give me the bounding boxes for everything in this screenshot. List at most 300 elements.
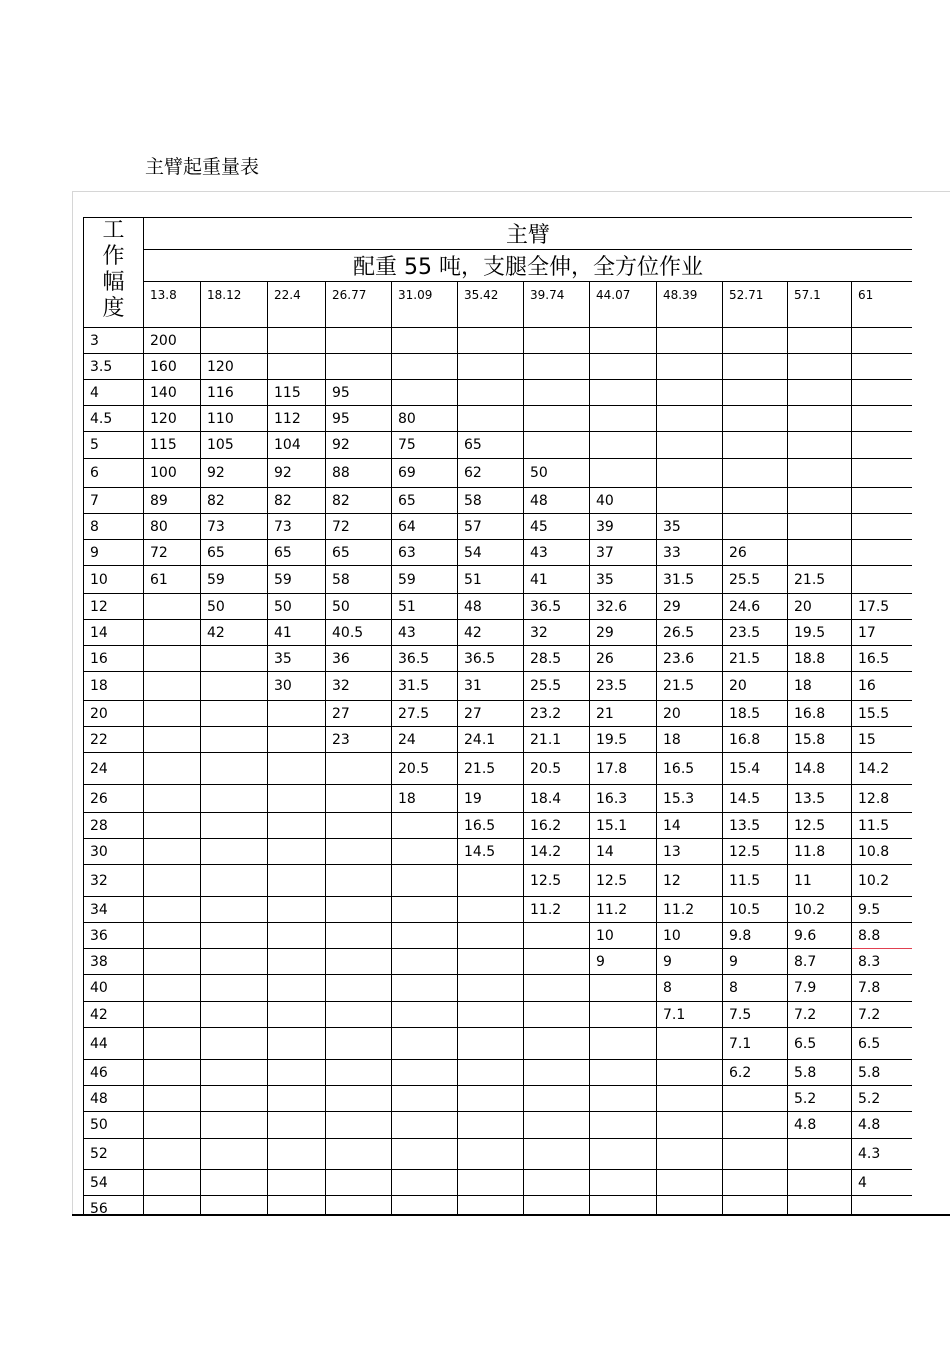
load-cell [268,1002,326,1028]
load-cell [268,727,326,753]
boom-length-header: 22.4 [268,282,326,328]
radius-cell: 54 [84,1170,144,1196]
load-cell [326,785,392,813]
radius-cell: 14 [84,620,144,646]
load-cell [326,354,392,380]
load-cell: 10.2 [852,865,913,897]
load-cell [201,672,268,701]
load-cell [326,1196,392,1215]
load-cell [657,406,723,432]
radius-cell: 56 [84,1196,144,1215]
load-cell: 12.8 [852,785,913,813]
load-cell: 40 [590,488,657,514]
load-cell [458,354,524,380]
radius-cell: 44 [84,1028,144,1060]
load-cell [201,975,268,1002]
load-cell [144,1139,201,1170]
load-cell: 35 [590,566,657,594]
load-cell: 29 [657,594,723,620]
load-cell: 45 [524,514,590,540]
load-cell [201,785,268,813]
load-cell: 112 [268,406,326,432]
load-cell [392,328,458,354]
load-cell [268,1196,326,1215]
load-cell [657,380,723,406]
load-cell [392,354,458,380]
load-cell: 23.5 [723,620,788,646]
load-cell [392,949,458,975]
load-cell: 89 [144,488,201,514]
load-cell: 20 [657,701,723,727]
load-cell: 160 [144,354,201,380]
load-cell [144,839,201,865]
load-cell [723,514,788,540]
load-cell [326,839,392,865]
load-cell: 17 [852,620,913,646]
load-cell: 36.5 [392,646,458,672]
radius-cell: 4 [84,380,144,406]
load-cell: 32.6 [590,594,657,620]
load-cell [392,1060,458,1086]
load-cell: 14.8 [788,753,852,785]
table-row [84,488,913,514]
load-cell: 5.2 [852,1086,913,1112]
load-cell [392,1028,458,1060]
load-cell [201,1086,268,1112]
load-cell: 11 [788,865,852,897]
load-cell: 9.5 [852,897,913,923]
load-cell [201,701,268,727]
load-cell: 35 [268,646,326,672]
load-cell: 16.5 [458,813,524,839]
table-row [84,1196,913,1215]
table-row [84,701,913,727]
load-cell: 18 [392,785,458,813]
boom-length-header: 39.74 [524,282,590,328]
load-cell: 5.8 [788,1060,852,1086]
load-cell: 21.5 [788,566,852,594]
boom-length-header: 57.1 [788,282,852,328]
radius-cell: 4.5 [84,406,144,432]
load-cell: 11.8 [788,839,852,865]
load-cell [458,1196,524,1215]
condition-header: 配重 55 吨，支腿全伸，全方位作业 [144,250,913,282]
load-cell [788,540,852,566]
load-cell: 59 [392,566,458,594]
load-cell: 11.5 [852,813,913,839]
load-cell [723,1112,788,1139]
load-cell [524,1196,590,1215]
table-row [84,975,913,1002]
load-cell: 7.1 [657,1002,723,1028]
load-cell: 54 [458,540,524,566]
load-cell [657,354,723,380]
load-cell: 75 [392,432,458,459]
load-cell [788,380,852,406]
load-cell [590,328,657,354]
load-cell [524,1086,590,1112]
load-cell [392,813,458,839]
table-row [84,1002,913,1028]
load-cell: 6.5 [852,1028,913,1060]
load-cell: 92 [268,459,326,488]
radius-cell: 36 [84,923,144,949]
load-cell [657,432,723,459]
load-cell [201,727,268,753]
load-cell [590,1086,657,1112]
load-cell [458,406,524,432]
load-cell: 80 [144,514,201,540]
radius-cell: 46 [84,1060,144,1086]
load-cell: 5.2 [788,1086,852,1112]
table-row [84,1139,913,1170]
load-cell [201,1196,268,1215]
radius-cell: 3.5 [84,354,144,380]
load-cell [144,1002,201,1028]
load-cell [590,1170,657,1196]
load-cell [590,354,657,380]
load-cell [657,1060,723,1086]
load-cell: 18.5 [723,701,788,727]
load-cell [657,459,723,488]
load-cell [144,923,201,949]
load-cell: 12.5 [723,839,788,865]
load-cell: 14.5 [723,785,788,813]
load-cell: 6.2 [723,1060,788,1086]
table-row [84,865,913,897]
load-cell: 59 [201,566,268,594]
load-cell [524,354,590,380]
load-cell [392,1196,458,1215]
load-cell: 58 [326,566,392,594]
load-cell [201,1060,268,1086]
table-row [84,672,913,701]
load-cell: 16 [852,672,913,701]
load-cell [723,328,788,354]
load-cell [590,459,657,488]
load-cell [268,813,326,839]
table-row [84,897,913,923]
load-cell [201,949,268,975]
load-cell: 24.1 [458,727,524,753]
load-cell: 26.5 [657,620,723,646]
load-cell: 35 [657,514,723,540]
load-cell: 26 [590,646,657,672]
load-cell: 23.5 [590,672,657,701]
load-cell: 7.8 [852,975,913,1002]
load-cell: 24 [392,727,458,753]
boom-length-header: 18.12 [201,282,268,328]
load-cell: 5.8 [852,1060,913,1086]
load-cell [201,753,268,785]
load-cell [852,566,913,594]
load-cell [326,328,392,354]
load-cell: 92 [326,432,392,459]
load-cell [268,1112,326,1139]
load-cell: 11.5 [723,865,788,897]
load-cell: 13.5 [723,813,788,839]
load-cell: 23.2 [524,701,590,727]
load-cell: 41 [524,566,590,594]
load-cell [201,865,268,897]
load-cell: 10.8 [852,839,913,865]
load-cell [657,1086,723,1112]
load-cell: 23.6 [657,646,723,672]
load-cell: 50 [268,594,326,620]
load-cell [657,1139,723,1170]
load-cell: 9 [723,949,788,975]
load-cell: 16.3 [590,785,657,813]
radius-cell: 32 [84,865,144,897]
load-cell: 14 [590,839,657,865]
radius-cell: 16 [84,646,144,672]
load-cell: 11.2 [524,897,590,923]
load-cell: 72 [144,540,201,566]
load-cell: 31 [458,672,524,701]
load-cell [590,1060,657,1086]
load-cell: 12.5 [788,813,852,839]
load-cell: 15.8 [788,727,852,753]
load-cell [392,1112,458,1139]
load-cell: 17.8 [590,753,657,785]
load-cell [392,865,458,897]
load-cell [326,1139,392,1170]
load-cell [852,488,913,514]
table-row [84,753,913,785]
table-row [84,406,913,432]
load-cell [458,865,524,897]
load-cell [268,1028,326,1060]
load-cell: 115 [268,380,326,406]
load-cell [326,865,392,897]
load-cell: 65 [201,540,268,566]
load-cell: 10 [590,923,657,949]
radius-cell: 26 [84,785,144,813]
radius-cell: 10 [84,566,144,594]
load-cell: 65 [326,540,392,566]
load-cell: 36.5 [458,646,524,672]
table-row [84,785,913,813]
load-cell [524,1060,590,1086]
load-cell [524,406,590,432]
load-cell [268,1060,326,1086]
load-cell [201,646,268,672]
radius-cell: 38 [84,949,144,975]
load-cell: 21.5 [657,672,723,701]
load-cell [524,923,590,949]
load-cell [852,354,913,380]
load-cell: 105 [201,432,268,459]
load-cell [201,813,268,839]
load-cell [590,975,657,1002]
load-cell [392,1139,458,1170]
radius-cell: 42 [84,1002,144,1028]
load-cell [326,1170,392,1196]
load-cell: 18.4 [524,785,590,813]
load-cell [852,328,913,354]
radius-cell: 40 [84,975,144,1002]
load-cell: 110 [201,406,268,432]
load-cell [144,594,201,620]
load-cell: 21.5 [723,646,788,672]
load-cell: 92 [201,459,268,488]
radius-header-char: 幅 [102,270,125,295]
load-cell [268,785,326,813]
load-cell: 10.5 [723,897,788,923]
load-cell [268,701,326,727]
load-cell: 19.5 [590,727,657,753]
load-cell [144,975,201,1002]
load-cell [524,432,590,459]
load-cell: 65 [268,540,326,566]
table-row [84,646,913,672]
load-cell: 19.5 [788,620,852,646]
boom-length-header: 35.42 [458,282,524,328]
load-cell: 59 [268,566,326,594]
radius-cell: 28 [84,813,144,839]
radius-cell: 20 [84,701,144,727]
load-cell: 32 [326,672,392,701]
load-cell [392,1170,458,1196]
load-cell: 10 [657,923,723,949]
load-cell [458,897,524,923]
load-cell: 63 [392,540,458,566]
load-cell [144,753,201,785]
table-row [84,540,913,566]
radius-cell: 9 [84,540,144,566]
load-cell: 37 [590,540,657,566]
load-cell [201,897,268,923]
load-cell: 80 [392,406,458,432]
load-cell: 18 [788,672,852,701]
load-cell [723,380,788,406]
load-cell: 61 [144,566,201,594]
radius-cell: 50 [84,1112,144,1139]
load-cell: 16.5 [657,753,723,785]
load-cell [458,1002,524,1028]
load-cell: 62 [458,459,524,488]
radius-cell: 6 [84,459,144,488]
load-cell: 120 [144,406,201,432]
load-cell [392,1002,458,1028]
table-row [84,459,913,488]
load-cell: 29 [590,620,657,646]
load-cell: 82 [201,488,268,514]
load-cell: 9.8 [723,923,788,949]
load-cell [657,1170,723,1196]
load-cell: 11.2 [590,897,657,923]
load-cell [144,620,201,646]
load-cell: 7.9 [788,975,852,1002]
boom-length-header: 44.07 [590,282,657,328]
load-cell [144,1028,201,1060]
load-cell: 21 [590,701,657,727]
boom-length-header: 31.09 [392,282,458,328]
load-cell: 19 [458,785,524,813]
load-cell: 7.2 [788,1002,852,1028]
load-cell [268,753,326,785]
load-cell: 65 [458,432,524,459]
load-cell: 20.5 [524,753,590,785]
load-cell [590,406,657,432]
table-row [84,514,913,540]
load-cell [326,813,392,839]
load-cell [201,1139,268,1170]
load-cell: 15.3 [657,785,723,813]
load-cell: 73 [268,514,326,540]
table-row [84,813,913,839]
load-cell [326,1028,392,1060]
load-cell: 82 [326,488,392,514]
load-cell [326,1086,392,1112]
load-cell [458,1086,524,1112]
load-cell: 8.8 [852,923,913,949]
load-cell [268,328,326,354]
load-cell: 39 [590,514,657,540]
load-cell [326,897,392,923]
load-cell: 25.5 [723,566,788,594]
load-cell: 95 [326,406,392,432]
load-cell: 4.8 [788,1112,852,1139]
load-cell [788,432,852,459]
load-cell: 82 [268,488,326,514]
load-cell: 14.5 [458,839,524,865]
load-cell: 28.5 [524,646,590,672]
load-cell [524,1139,590,1170]
load-cell [201,839,268,865]
table-row [84,1112,913,1139]
load-cell [524,328,590,354]
load-cell [788,514,852,540]
load-cell: 31.5 [392,672,458,701]
load-cell [723,1086,788,1112]
load-cell [657,488,723,514]
load-cell: 13.5 [788,785,852,813]
load-cell [524,1170,590,1196]
load-cell: 57 [458,514,524,540]
load-cell [144,727,201,753]
load-cell [144,1112,201,1139]
load-cell [657,1112,723,1139]
load-cell [852,406,913,432]
load-cell: 7.1 [723,1028,788,1060]
load-cell [788,1196,852,1215]
load-cell [852,432,913,459]
load-cell: 36 [326,646,392,672]
radius-cell: 34 [84,897,144,923]
load-cell [852,540,913,566]
load-cell [458,949,524,975]
load-cell [392,897,458,923]
load-cell [268,839,326,865]
radius-header-char: 作 [102,244,125,269]
table-row [84,566,913,594]
load-cell: 72 [326,514,392,540]
radius-cell: 48 [84,1086,144,1112]
frame-left-border [72,191,73,1215]
load-cell [144,813,201,839]
load-cell: 8 [657,975,723,1002]
load-cell [590,1112,657,1139]
load-cell: 50 [201,594,268,620]
load-cell [852,459,913,488]
load-cell [201,1170,268,1196]
load-cell [268,949,326,975]
radius-cell: 5 [84,432,144,459]
load-cell [788,488,852,514]
load-cell [392,839,458,865]
load-cell: 95 [326,380,392,406]
